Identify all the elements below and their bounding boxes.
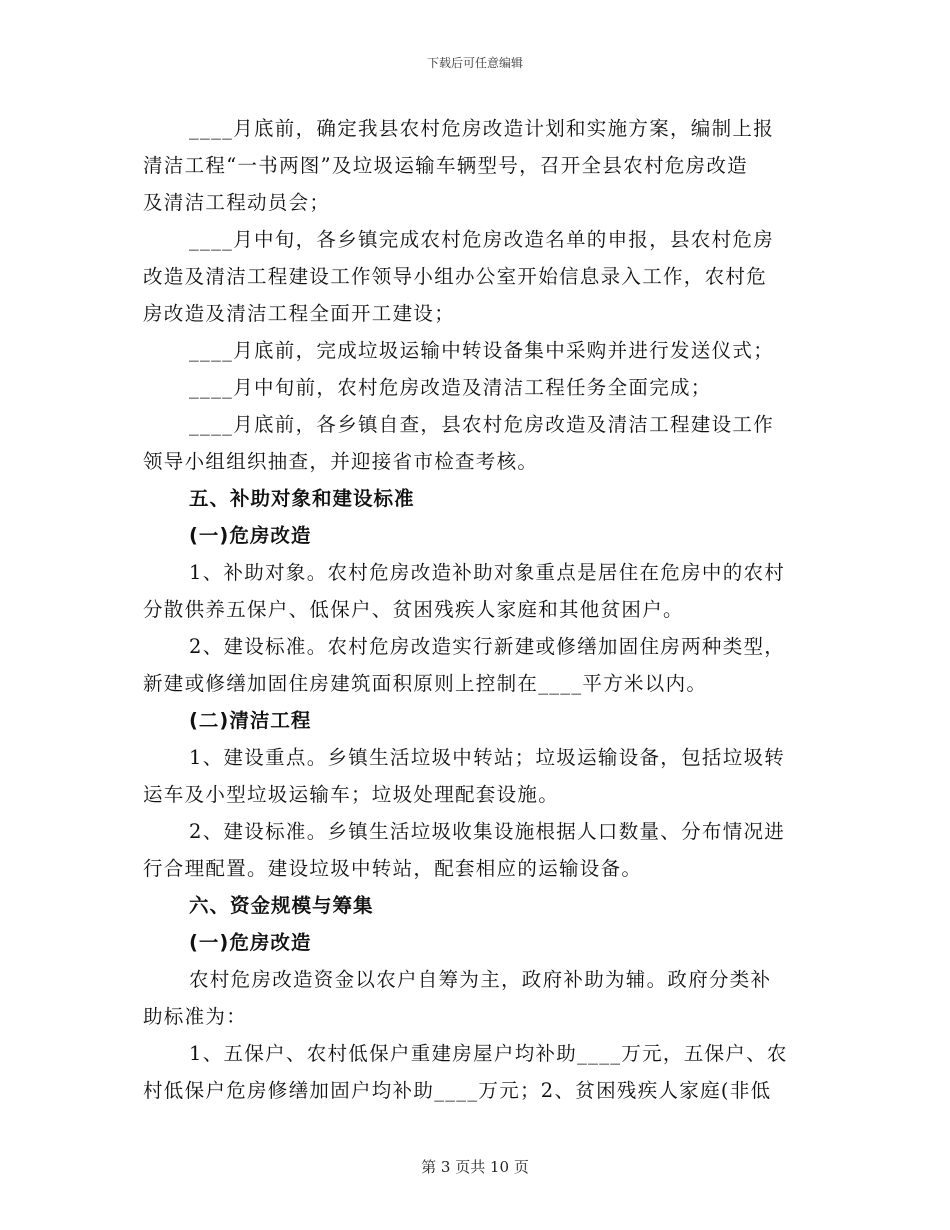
text-line: ____月中旬前，农村危房改造及清洁工程任务全面完成； [189,376,712,399]
text-line: 及清洁工程动员会； [143,191,331,214]
text-line: 农村危房改造资金以农户自筹为主，政府补助为辅。政府分类补 [189,968,772,991]
text-line: 2、建设标准。农村危房改造实行新建或修缮加固住房两种类型， [189,635,786,658]
text-line: 分散供养五保户、低保户、贫困残疾人家庭和其他贫困户。 [143,598,684,621]
document-body [143,110,807,1109]
page-number: 第 3 页共 10 页 [421,1158,529,1176]
text-line: 1、补助对象。农村危房改造补助对象重点是居住在危房中的农村 [189,561,786,584]
text-line: 1、建设重点。乡镇生活垃圾中转站；垃圾运输设备，包括垃圾转 [189,746,786,769]
text-line: ____月中旬，各乡镇完成农村危房改造名单的申报，县农村危房 [189,228,774,251]
text-line: ____月底前，确定我县农村危房改造计划和实施方案，编制上报 [189,117,774,140]
text-line: 行合理配置。建设垃圾中转站，配套相应的运输设备。 [143,857,643,880]
page-header: 下载后可任意编辑 [426,56,523,70]
section-heading: (一)危房改造 [189,931,312,954]
text-line: 房改造及清洁工程全面开工建设； [143,302,456,325]
text-line: 改造及清洁工程建设工作领导小组办公室开始信息录入工作，农村危 [143,265,768,288]
section-heading: (一)危房改造 [189,524,312,547]
text-line: ____月底前，各乡镇自查，县农村危房改造及清洁工程建设工作 [189,413,774,436]
text-line: 村低保户危房修缮加固户均补助____万元；2、贫困残疾人家庭(非低 [143,1079,772,1102]
text-line: ____月底前，完成垃圾运输中转设备集中采购并进行发送仪式； [189,339,774,362]
text-line: 领导小组组织抽查，并迎接省市检查考核。 [143,450,539,473]
text-line: 2、建设标准。乡镇生活垃圾收集设施根据人口数量、分布情况进 [189,820,786,843]
section-heading: 五、补助对象和建设标准 [189,487,415,510]
section-heading: (二)清洁工程 [189,709,312,732]
text-line: 新建或修缮加固住房建筑面积原则上控制在____平方米以内。 [143,672,708,695]
text-line: 1、五保户、农村低保户重建房屋户均补助____万元，五保户、农 [189,1042,788,1065]
text-line: 助标准为： [143,1005,248,1028]
section-heading: 六、资金规模与筹集 [189,894,374,917]
text-line: 清洁工程“一书两图”及垃圾运输车辆型号，召开全县农村危房改造 [143,154,748,177]
text-line: 运车及小型垃圾运输车；垃圾处理配套设施。 [143,783,560,806]
